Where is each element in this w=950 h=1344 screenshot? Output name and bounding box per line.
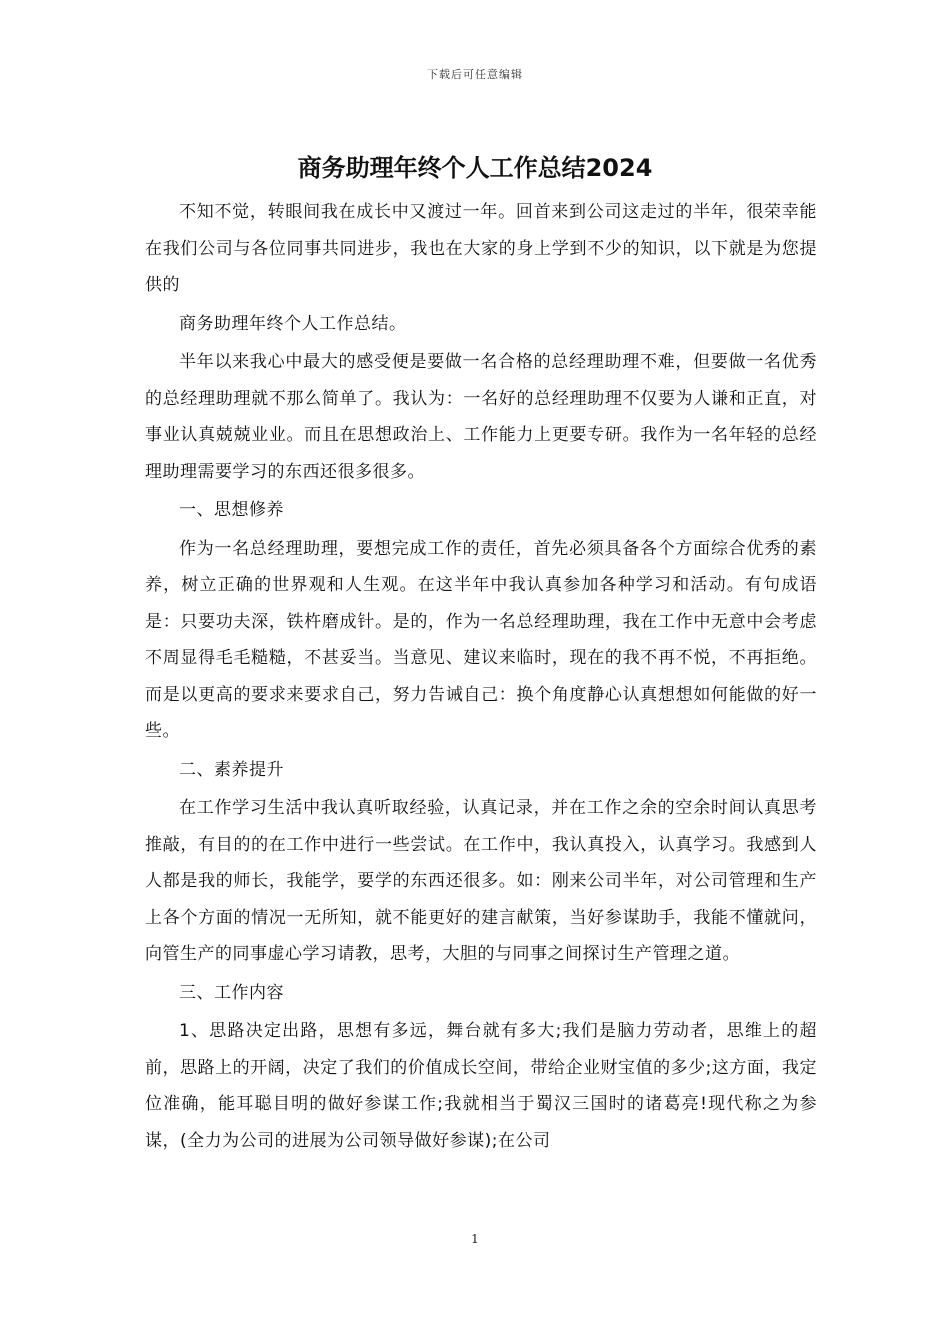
paragraph-overview: 半年以来我心中最大的感受便是要做一名合格的总经理助理不难，但要做一名优秀的总经理助理就不那么简单了。我认为：一名好的总经理助理不仅要为人谦和正直，对事业认真兢兢业业。而且在思想政治上、工作能力上更要专研。我作为一名年轻的总经理助理需要学习的东西还很多很多。 <box>145 352 817 482</box>
paragraph-intro-continued: 商务助理年终个人工作总结。 <box>179 313 407 334</box>
section-heading-thought: 一、思想修养 <box>179 500 284 520</box>
document-title: 商务助理年终个人工作总结2024 <box>297 154 653 182</box>
section-heading-work: 三、工作内容 <box>179 982 284 1003</box>
header-note: 下载后可任意编辑 <box>427 68 523 81</box>
paragraph-thought: 作为一名总经理助理，要想完成工作的责任，首先必须具备各个方面综合优秀的素养，树立正确的世界观和人生观。在这半年中我认真参加各种学习和活动。有句成语是：只要功夫深，铁杵磨成针。是的，作为一名总经理助理，我在工作中无意中会考虑不周显得毛毛糙糙，不甚妥当。当意见、建议来临时，现在的我不再不悦，不再拒绝。而是以更高的要求来要求自己，努力告诫自己：换个角度静心认真想想如何能做的好一些。 <box>145 538 817 741</box>
page-number: 1 <box>471 1232 479 1246</box>
document-body <box>145 194 817 1161</box>
paragraph-intro: 不知不觉，转眼间我在成长中又渡过一年。回首来到公司这走过的半年，很荣幸能在我们公司与各位同事共同进步，我也在大家的身上学到不少的知识，以下就是为您提供的 <box>145 202 817 295</box>
paragraph-work-1: 1、思路决定出路，思想有多远，舞台就有多大;我们是脑力劳动者，思维上的超前，思路上的开阔，决定了我们的价值成长空间，带给企业财宝值的多少;这方面，我定位准确，能耳聪目明的做好参谋工作;我就相当于蜀汉三国时的诸葛亮!现代称之为参谋，(全力为公司的进展为公司领导做好参谋);在公司 <box>145 1021 817 1151</box>
section-heading-quality: 二、素养提升 <box>179 759 284 780</box>
paragraph-quality: 在工作学习生活中我认真听取经验，认真记录，并在工作之余的空余时间认真思考推敲，有目的的在工作中进行一些尝试。在工作中，我认真投入，认真学习。我感到人人都是我的师长，我能学，要学的东西还很多。如：刚来公司半年，对公司管理和生产上各个方面的情况一无所知，就不能更好的建言献策，当好参谋助手，我能不懂就问，向管生产的同事虚心学习请教，思考，大胆的与同事之间探讨生产管理之道。 <box>145 798 817 964</box>
